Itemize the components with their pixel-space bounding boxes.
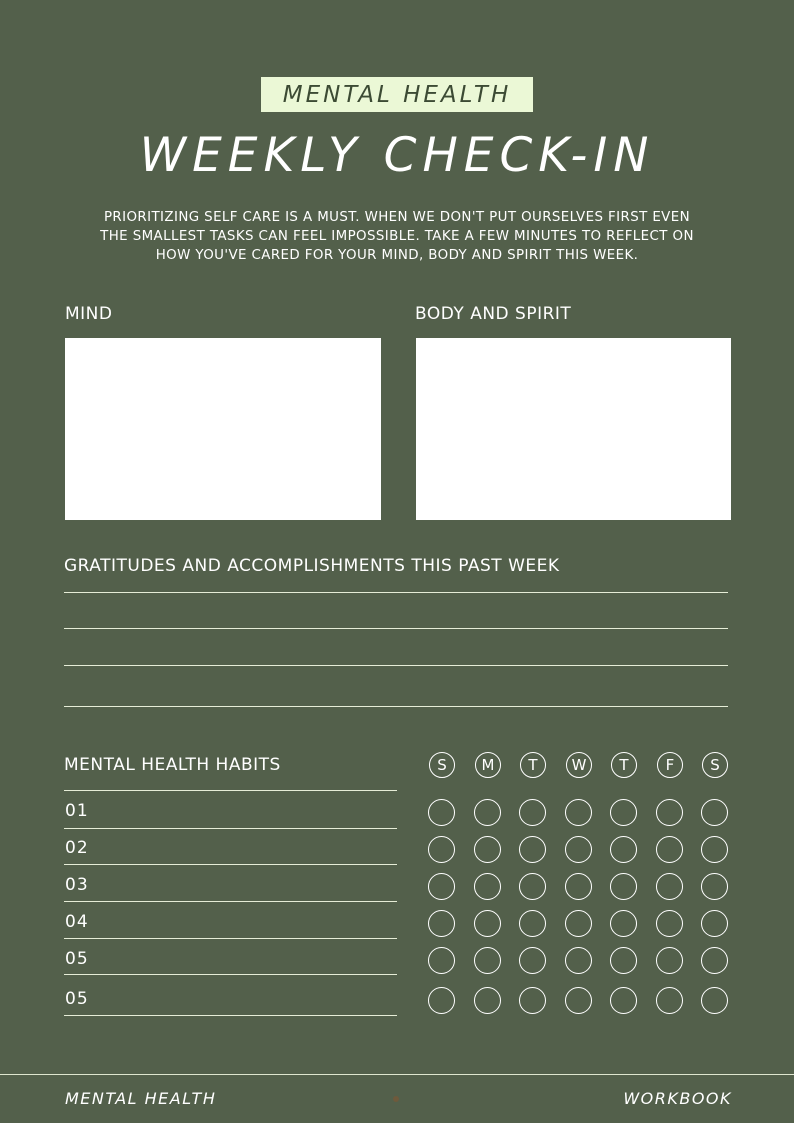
day-header-friday: F xyxy=(657,752,683,778)
habit-checkbox[interactable] xyxy=(656,947,683,974)
habit-checkbox[interactable] xyxy=(519,799,546,826)
habit-checkbox[interactable] xyxy=(565,836,592,863)
habit-number: 02 xyxy=(65,838,89,858)
mind-writing-box[interactable] xyxy=(65,338,381,520)
gratitude-line[interactable] xyxy=(64,706,728,707)
habit-checkbox[interactable] xyxy=(656,987,683,1014)
day-header-tuesday: T xyxy=(520,752,546,778)
habit-checkbox[interactable] xyxy=(610,987,637,1014)
intro-line: PRIORITIZING SELF CARE IS A MUST. WHEN WE DON'T PUT OURSELVES FIRST EVEN xyxy=(103,210,691,225)
habit-line[interactable] xyxy=(64,1015,397,1016)
habit-checkbox[interactable] xyxy=(428,836,455,863)
day-header-thursday: T xyxy=(611,752,637,778)
page-marker-dot xyxy=(393,1096,399,1102)
habit-checkbox[interactable] xyxy=(701,947,728,974)
habit-checkbox[interactable] xyxy=(474,987,501,1014)
body-spirit-label: BODY AND SPIRIT xyxy=(415,304,572,324)
habit-checkbox[interactable] xyxy=(428,873,455,900)
habit-checkbox[interactable] xyxy=(428,987,455,1014)
habit-line[interactable] xyxy=(64,828,397,829)
habit-checkbox[interactable] xyxy=(474,947,501,974)
habit-checkbox[interactable] xyxy=(428,947,455,974)
habit-checkbox[interactable] xyxy=(610,947,637,974)
footer-left: MENTAL HEALTH xyxy=(65,1089,217,1108)
mind-label: MIND xyxy=(65,304,113,324)
gratitude-line[interactable] xyxy=(64,628,728,629)
intro-line: HOW YOU'VE CARED FOR YOUR MIND, BODY AND SPIRIT THIS WEEK. xyxy=(155,248,639,263)
intro-text xyxy=(70,208,724,265)
habit-checkbox[interactable] xyxy=(610,910,637,937)
habit-checkbox[interactable] xyxy=(474,910,501,937)
habit-checkbox[interactable] xyxy=(610,799,637,826)
footer-right: WORKBOOK xyxy=(623,1089,732,1108)
day-header-wednesday: W xyxy=(566,752,592,778)
habit-checkbox[interactable] xyxy=(519,910,546,937)
habit-number: 04 xyxy=(65,912,89,932)
habit-checkbox[interactable] xyxy=(428,910,455,937)
body-spirit-writing-box[interactable] xyxy=(416,338,731,520)
day-header-saturday: S xyxy=(702,752,728,778)
habit-checkbox[interactable] xyxy=(565,873,592,900)
habit-checkbox[interactable] xyxy=(656,799,683,826)
intro-line: THE SMALLEST TASKS CAN FEEL IMPOSSIBLE. TAKE A FEW MINUTES TO REFLECT ON xyxy=(100,229,694,244)
habit-checkbox[interactable] xyxy=(656,873,683,900)
habit-line[interactable] xyxy=(64,901,397,902)
habit-checkbox[interactable] xyxy=(565,910,592,937)
habit-checkbox[interactable] xyxy=(701,873,728,900)
habit-line[interactable] xyxy=(64,938,397,939)
habit-checkbox[interactable] xyxy=(519,836,546,863)
habit-number: 05 xyxy=(65,989,89,1009)
habit-checkbox[interactable] xyxy=(519,873,546,900)
habit-checkbox[interactable] xyxy=(610,836,637,863)
footer-divider xyxy=(0,1074,794,1075)
habit-checkbox[interactable] xyxy=(474,799,501,826)
habit-checkbox[interactable] xyxy=(519,947,546,974)
habit-line[interactable] xyxy=(64,974,397,975)
habit-checkbox[interactable] xyxy=(565,947,592,974)
habit-number: 01 xyxy=(65,801,89,821)
day-header-sunday: S xyxy=(429,752,455,778)
badge-text: MENTAL HEALTH xyxy=(282,81,512,108)
gratitude-line[interactable] xyxy=(64,665,728,666)
habit-checkbox[interactable] xyxy=(519,987,546,1014)
page-title: WEEKLY CHECK-IN xyxy=(139,128,655,183)
habit-checkbox[interactable] xyxy=(656,836,683,863)
habit-checkbox[interactable] xyxy=(428,799,455,826)
habits-label: MENTAL HEALTH HABITS xyxy=(64,755,281,775)
habit-line[interactable] xyxy=(64,864,397,865)
habit-header-line xyxy=(64,790,397,791)
habit-checkbox[interactable] xyxy=(701,910,728,937)
habit-checkbox[interactable] xyxy=(565,987,592,1014)
gratitude-line[interactable] xyxy=(64,592,728,593)
habit-number: 05 xyxy=(65,949,89,969)
header-badge xyxy=(261,77,533,112)
habit-checkbox[interactable] xyxy=(656,910,683,937)
habit-checkbox[interactable] xyxy=(474,873,501,900)
habit-checkbox[interactable] xyxy=(701,987,728,1014)
habit-checkbox[interactable] xyxy=(474,836,501,863)
habit-checkbox[interactable] xyxy=(610,873,637,900)
habit-number: 03 xyxy=(65,875,89,895)
habit-checkbox[interactable] xyxy=(701,836,728,863)
habit-checkbox[interactable] xyxy=(701,799,728,826)
day-header-monday: M xyxy=(475,752,501,778)
gratitudes-label: GRATITUDES AND ACCOMPLISHMENTS THIS PAST WEEK xyxy=(64,556,560,576)
habit-checkbox[interactable] xyxy=(565,799,592,826)
